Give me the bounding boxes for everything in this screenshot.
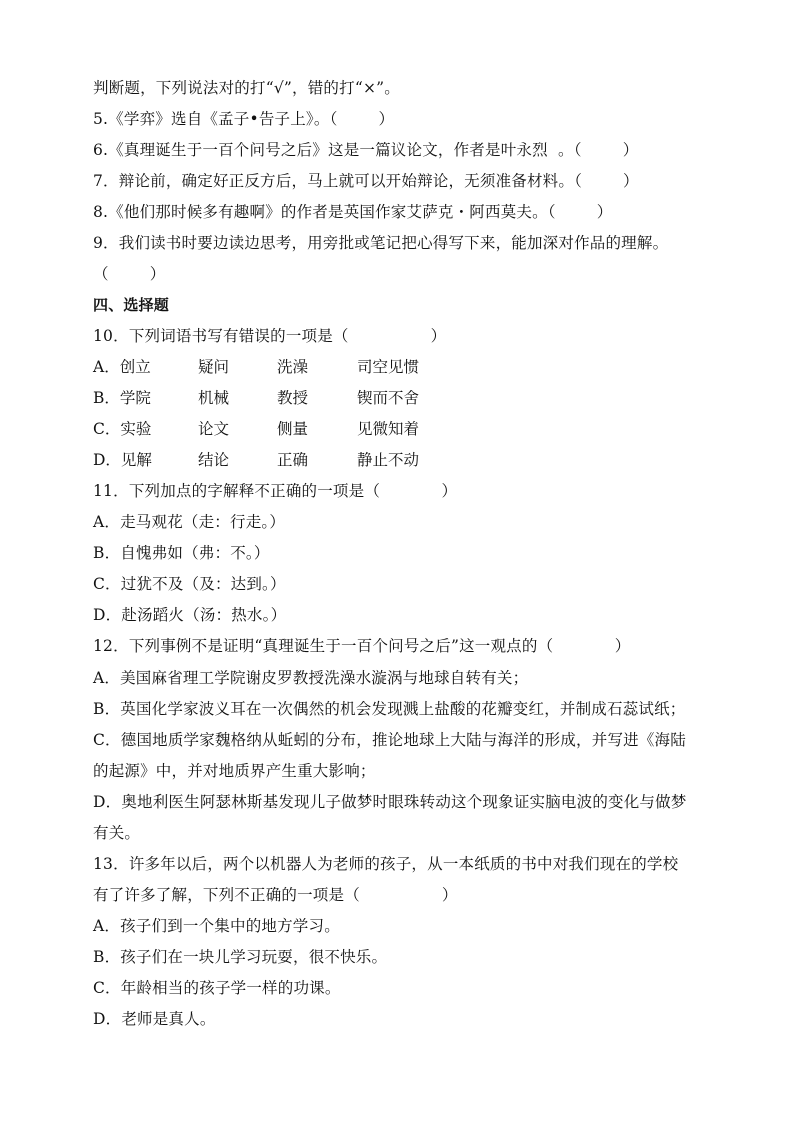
option-a-word-2: 疑问: [198, 358, 230, 376]
option-a-word-4: 司空见惯: [357, 358, 420, 376]
option-c-word-1: C．实验: [93, 420, 152, 438]
option-a-word-3: 洗澡: [277, 358, 309, 376]
q11-option-a: A．走马观花（走：行走。）: [93, 513, 286, 531]
section-heading-choice: 四、选择题: [93, 296, 170, 314]
option-b-word-1: B．学院: [93, 389, 151, 407]
question-13-line1: 13．许多年以后，两个以机器人为老师的孩子，从一本纸质的书中对我们现在的学校: [93, 855, 679, 873]
option-b-word-4: 锲而不舍: [357, 389, 420, 407]
option-c-word-2: 论文: [198, 420, 230, 438]
q12-option-d-line2: 有关。: [93, 824, 141, 842]
question-10: 10．下列词语书写有错误的一项是（ ）: [93, 327, 447, 345]
option-b-word-2: 机械: [198, 389, 230, 407]
q11-option-c: C．过犹不及（及：达到。）: [93, 575, 286, 593]
question-6: 6.《真理诞生于一百个问号之后》这是一篇议论文，作者是叶永烈 。（ ）: [93, 141, 639, 159]
q13-option-b: B．孩子们在一块儿学习玩耍，很不快乐。: [93, 948, 388, 966]
judgement-instructions: 判断题，下列说法对的打“√”，错的打“×”。: [93, 79, 400, 97]
q12-option-c-line1: C．德国地质学家魏格纳从蚯蚓的分布，推论地球上大陆与海洋的形成，并写进《海陆: [93, 731, 686, 749]
option-b-word-3: 教授: [277, 389, 309, 407]
q13-option-c: C．年龄相当的孩子学一样的功课。: [93, 979, 341, 997]
q12-option-b: B．英国化学家波义耳在一次偶然的机会发现溅上盐酸的花瓣变红，并制成石蕊试纸；: [93, 700, 686, 718]
q11-option-d: D．赴汤蹈火（汤：热水。）: [93, 606, 287, 624]
option-d-word-1: D．见解: [93, 451, 152, 469]
option-c-word-3: 侧量: [277, 420, 309, 438]
q12-option-a: A．美国麻省理工学院谢皮罗教授洗澡水漩涡与地球自转有关；: [93, 669, 529, 687]
option-d-word-3: 正确: [277, 451, 309, 469]
option-c-word-4: 见微知着: [357, 420, 420, 438]
q13-option-d: D．老师是真人。: [93, 1010, 216, 1028]
q11-option-b: B．自愧弗如（弗：不。）: [93, 544, 270, 562]
question-5: 5.《学弈》选自《孟子•告子上》。（ ）: [93, 110, 395, 128]
question-11: 11．下列加点的字解释不正确的一项是（ ）: [93, 482, 458, 500]
question-9-line2: （ ）: [93, 265, 166, 283]
option-d-word-4: 静止不动: [357, 451, 420, 469]
option-d-word-2: 结论: [198, 451, 230, 469]
option-a-word-1: A．创立: [93, 358, 151, 376]
question-7: 7．辩论前，确定好正反方后，马上就可以开始辩论，无须准备材料。（ ）: [93, 172, 639, 190]
question-13-line2: 有了许多了解，下列不正确的一项是（ ）: [93, 886, 458, 904]
q13-option-a: A．孩子们到一个集中的地方学习。: [93, 917, 340, 935]
question-12: 12．下列事例不是证明“真理诞生于一百个问号之后”这一观点的（ ）: [93, 637, 631, 655]
question-8: 8.《他们那时候多有趣啊》的作者是英国作家艾萨克・阿西莫夫。（ ）: [93, 203, 613, 221]
question-9-line1: 9．我们读书时要边读边思考，用旁批或笔记把心得写下来，能加深对作品的理解。: [93, 234, 669, 252]
q12-option-d-line1: D．奥地利医生阿瑟林斯基发现儿子做梦时眼珠转动这个现象证实脑电波的变化与做梦: [93, 793, 687, 811]
q12-option-c-line2: 的起源》中，并对地质界产生重大影响；: [93, 762, 376, 780]
